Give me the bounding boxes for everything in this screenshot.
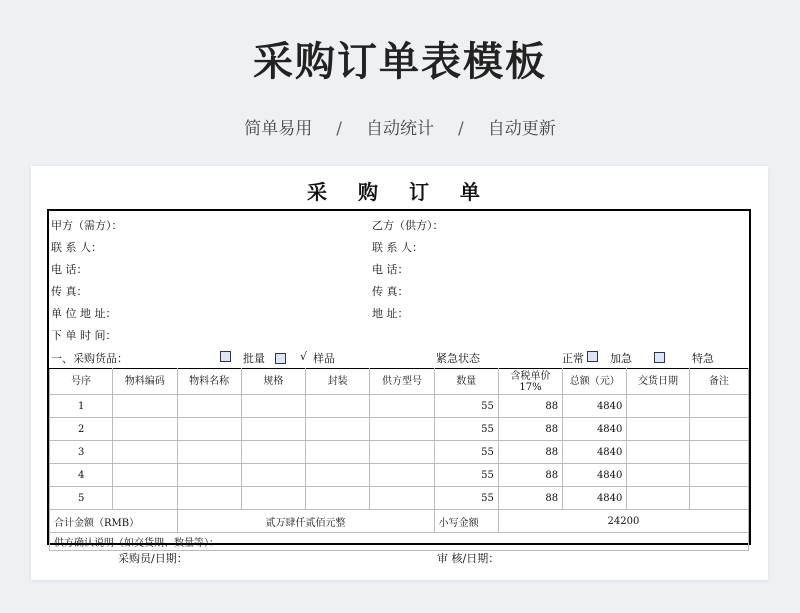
tag-separator: /	[458, 119, 464, 139]
cell[interactable]	[113, 464, 177, 487]
cell[interactable]	[241, 441, 305, 464]
col-note: 备注	[689, 369, 748, 395]
cell[interactable]	[113, 395, 177, 418]
col-name: 物料名称	[177, 369, 241, 395]
cell[interactable]	[177, 418, 241, 441]
sample-label: 样品	[313, 352, 335, 365]
total-small: 24200	[498, 510, 748, 533]
cell[interactable]	[689, 464, 748, 487]
col-total: 总额（元）	[563, 369, 627, 395]
tag-auto-stat: 自动统计	[366, 119, 434, 139]
supplier-confirm: 供方确认说明（如交货期、数量等）：	[50, 533, 749, 551]
cell[interactable]	[627, 441, 689, 464]
cell[interactable]	[370, 418, 434, 441]
cell[interactable]	[306, 487, 370, 510]
total-row	[50, 510, 749, 533]
table-row	[50, 418, 749, 441]
col-model: 供方型号	[370, 369, 434, 395]
party-a-label: 甲方（需方）：	[51, 219, 123, 232]
cell[interactable]	[627, 487, 689, 510]
col-spec: 规格	[241, 369, 305, 395]
cell[interactable]	[113, 487, 177, 510]
cell[interactable]	[689, 441, 748, 464]
sample-checkbox[interactable]	[275, 353, 286, 364]
total-small-label: 小写金额	[434, 510, 498, 533]
row-no: 5	[50, 487, 113, 510]
cell[interactable]	[113, 441, 177, 464]
cell[interactable]	[627, 464, 689, 487]
col-qty: 数量	[434, 369, 498, 395]
urgency-special: 特急	[692, 352, 714, 365]
normal-checkbox[interactable]	[587, 351, 598, 362]
cell[interactable]	[241, 418, 305, 441]
row-no: 4	[50, 464, 113, 487]
page-title: 采购订单表模板	[253, 39, 547, 85]
party-b-address: 地 址：	[372, 307, 409, 320]
col-delivery: 交货日期	[627, 369, 689, 395]
row-price[interactable]: 88	[498, 395, 562, 418]
table-row	[50, 464, 749, 487]
buyer-sign: 采购员/日期：	[118, 552, 188, 565]
cell[interactable]	[370, 395, 434, 418]
row-total: 4840	[563, 395, 627, 418]
table-row	[50, 441, 749, 464]
row-qty[interactable]: 55	[434, 395, 498, 418]
row-no: 3	[50, 441, 113, 464]
order-frame	[47, 209, 751, 549]
col-price: 含税单价 17%	[498, 369, 562, 395]
col-no: 号序	[50, 369, 113, 395]
cell[interactable]	[241, 464, 305, 487]
row-price[interactable]: 88	[498, 487, 562, 510]
col-package: 封装	[306, 369, 370, 395]
row-total: 4840	[563, 418, 627, 441]
party-b-phone: 电 话：	[372, 263, 409, 276]
goods-label: 一、采购货品：	[51, 352, 128, 365]
batch-label: 批量	[243, 352, 265, 365]
cell[interactable]	[689, 418, 748, 441]
row-total: 4840	[563, 464, 627, 487]
party-b-label: 乙方（供方）：	[372, 219, 444, 232]
row-no: 2	[50, 418, 113, 441]
party-b-contact: 联 系 人：	[372, 241, 423, 254]
total-words: 贰万肆仟贰佰元整	[177, 510, 434, 533]
cell[interactable]	[627, 418, 689, 441]
cell[interactable]	[627, 395, 689, 418]
cell[interactable]	[370, 464, 434, 487]
party-b-fax: 传 真：	[372, 285, 409, 298]
cell[interactable]	[689, 395, 748, 418]
cell[interactable]	[306, 464, 370, 487]
row-price[interactable]: 88	[498, 464, 562, 487]
row-no: 1	[50, 395, 113, 418]
order-sheet	[31, 166, 768, 580]
urgency-rush: 加急	[610, 352, 632, 365]
cell[interactable]	[370, 441, 434, 464]
batch-checkbox[interactable]	[220, 351, 231, 362]
confirm-row	[50, 533, 749, 551]
cell[interactable]	[241, 487, 305, 510]
order-table	[49, 368, 749, 551]
feature-tags	[0, 114, 800, 139]
cell[interactable]	[241, 395, 305, 418]
table-row	[50, 487, 749, 510]
urgency-label: 紧急状态	[436, 352, 480, 365]
table-header	[50, 369, 749, 395]
cell[interactable]	[177, 464, 241, 487]
cell[interactable]	[177, 441, 241, 464]
cell[interactable]	[306, 395, 370, 418]
cell[interactable]	[306, 441, 370, 464]
tag-easy: 简单易用	[244, 119, 313, 139]
party-a-fax: 传 真：	[51, 285, 88, 298]
row-total: 4840	[563, 487, 627, 510]
cell[interactable]	[113, 418, 177, 441]
row-price[interactable]: 88	[498, 441, 562, 464]
row-qty[interactable]: 55	[434, 464, 498, 487]
tag-separator: /	[336, 119, 342, 139]
row-qty[interactable]: 55	[434, 487, 498, 510]
cell[interactable]	[689, 487, 748, 510]
check-mark-icon: √	[300, 350, 308, 363]
urgency-normal: 正常	[562, 352, 584, 365]
party-a-contact: 联 系 人：	[51, 241, 102, 254]
party-a-phone: 电 话：	[51, 263, 88, 276]
cell[interactable]	[177, 487, 241, 510]
row-total: 4840	[563, 441, 627, 464]
rush-checkbox[interactable]	[654, 352, 665, 363]
cell[interactable]	[370, 487, 434, 510]
total-label: 合计金额（RMB）	[50, 510, 178, 533]
review-sign: 审 核/日期：	[437, 552, 500, 565]
col-code: 物料编码	[113, 369, 177, 395]
party-a-address: 单 位 地 址：	[51, 307, 117, 320]
cell[interactable]	[177, 395, 241, 418]
tag-auto-update: 自动更新	[487, 119, 556, 139]
row-qty[interactable]: 55	[434, 418, 498, 441]
cell[interactable]	[306, 418, 370, 441]
row-qty[interactable]: 55	[434, 441, 498, 464]
doc-title: 采 购 订 单	[307, 180, 492, 204]
order-time: 下 单 时 间：	[51, 329, 117, 342]
table-row	[50, 395, 749, 418]
row-price[interactable]: 88	[498, 418, 562, 441]
